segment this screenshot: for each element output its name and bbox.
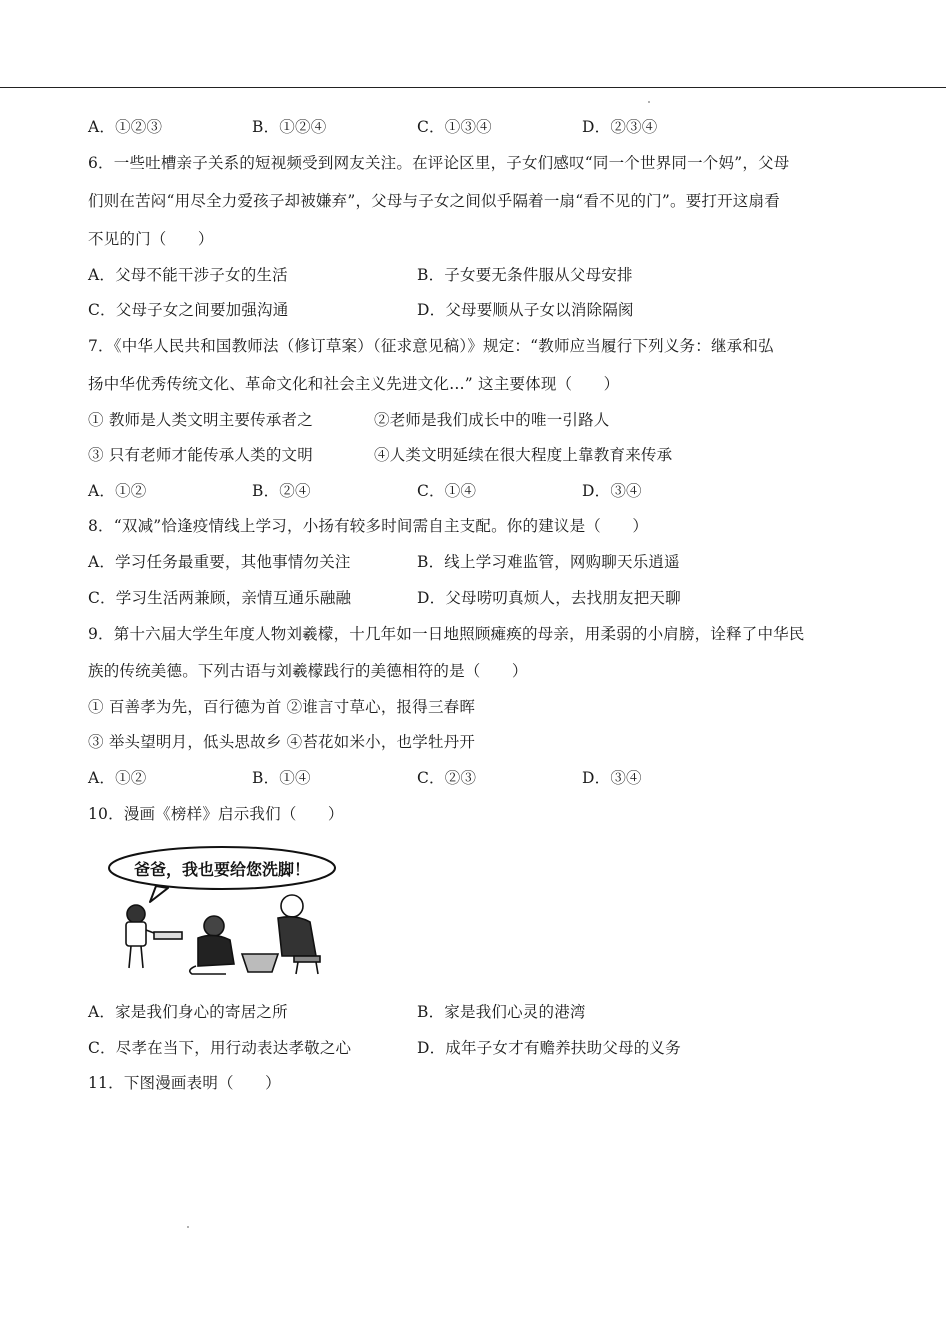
q7-statements-row1 — [88, 410, 848, 430]
q10-option-d[interactable]: D．成年子女才有赡养扶助父母的义务 — [417, 1039, 681, 1057]
q6-stem-line1: 6．一些吐槽亲子关系的短视频受到网友关注。在评论区里，子女们感叹“同一个世界同一个妈”，父母 — [88, 154, 790, 172]
wash-basin — [242, 954, 278, 972]
q7-statement-3: ③ 只有老师才能传承人类的文明 — [88, 446, 313, 464]
q8-option-c[interactable]: C．学习生活两兼顾，亲情互通乐融融 — [88, 589, 352, 607]
q9-statements-row2: ③ 举头望明月，低头思故乡 ④苔花如米小，也学牡丹开 — [88, 733, 476, 751]
speck — [648, 101, 650, 103]
q9-option-a[interactable]: A．①② — [88, 769, 147, 787]
q6-stem-line3: 不见的门（ ） — [88, 230, 214, 248]
q11-stem: 11．下图漫画表明（ ） — [88, 1074, 281, 1092]
q8-options-row1 — [88, 552, 848, 572]
cartoon-role-model — [106, 844, 338, 978]
speck — [187, 1226, 189, 1228]
child-figure — [126, 905, 182, 968]
q8-stem: 8．“双减”恰逢疫情线上学习，小扬有较多时间需自主支配。你的建议是（ ） — [88, 517, 649, 535]
q6-option-a[interactable]: A．父母不能干涉子女的生活 — [88, 266, 288, 284]
q10-stem: 10．漫画《榜样》启示我们（ ） — [88, 805, 344, 823]
bubble-tail — [150, 886, 168, 902]
q7-option-a[interactable]: A．①② — [88, 482, 147, 500]
bubble-text: 爸爸，我也要给您洗脚！ — [133, 860, 311, 879]
q9-statements-row1: ① 百善孝为先，百行德为首 ②谁言寸草心，报得三春晖 — [88, 698, 476, 716]
q6-option-d[interactable]: D．父母要顺从子女以消除隔阂 — [417, 301, 634, 319]
q9-option-c[interactable]: C．②③ — [417, 769, 477, 787]
q8-option-d[interactable]: D．父母唠叨真烦人，去找朋友把天聊 — [417, 589, 681, 607]
q7-statement-4: ④人类文明延续在很大程度上靠教育来传承 — [374, 446, 673, 464]
q6-options-row2 — [88, 300, 848, 320]
q10-option-a[interactable]: A．家是我们身心的寄居之所 — [88, 1003, 288, 1021]
grandfather-figure — [278, 895, 320, 974]
q6-options-row1 — [88, 265, 848, 285]
q7-stem-line1: 7．《中华人民共和国教师法（修订草案）（征求意见稿）》规定：“教师应当履行下列义务：继承和弘 — [88, 337, 774, 355]
q10-options-row2 — [88, 1038, 848, 1058]
q7-stem-line2: 扬中华优秀传统文化、革命文化和社会主义先进文化…” 这主要体现（ ） — [88, 375, 620, 393]
q5-option-a[interactable]: A．①②③ — [88, 118, 163, 136]
q5-option-b[interactable]: B．①②④ — [252, 118, 327, 136]
q10-option-c[interactable]: C．尽孝在当下，用行动表达孝敬之心 — [88, 1039, 352, 1057]
q10-option-b[interactable]: B．家是我们心灵的港湾 — [417, 1003, 586, 1021]
q9-stem-line2: 族的传统美德。下列古语与刘羲檬践行的美德相符的是（ ） — [88, 662, 528, 680]
q5-option-c[interactable]: C．①③④ — [417, 118, 492, 136]
q9-option-d[interactable]: D．③④ — [582, 769, 642, 787]
q6-option-b[interactable]: B．子女要无条件服从父母安排 — [417, 266, 633, 284]
q9-stem-line1: 9．第十六届大学生年度人物刘羲檬，十几年如一日地照顾瘫痪的母亲，用柔弱的小肩膀，诠释了中华民 — [88, 625, 805, 643]
q5-option-d[interactable]: D．②③④ — [582, 118, 658, 136]
q6-stem-line2: 们则在苦闷“用尽全力爱孩子却被嫌弃”，父母与子女之间似乎隔着一扇“看不见的门”。要打开这扇看 — [88, 192, 780, 210]
q7-option-d[interactable]: D．③④ — [582, 482, 642, 500]
q7-option-c[interactable]: C．①④ — [417, 482, 477, 500]
q8-option-a[interactable]: A．学习任务最重要，其他事情勿关注 — [88, 553, 351, 571]
cartoon-drawing — [106, 844, 338, 978]
q7-statement-2: ②老师是我们成长中的唯一引路人 — [374, 411, 610, 429]
q8-option-b[interactable]: B．线上学习难监管，网购聊天乐逍遥 — [417, 553, 680, 571]
q7-statement-1: ① 教师是人类文明主要传承者之 — [88, 411, 313, 429]
q9-option-b[interactable]: B．①④ — [252, 769, 311, 787]
q7-statements-row2 — [88, 445, 848, 465]
header-rule — [0, 87, 946, 88]
father-figure — [190, 916, 234, 974]
q10-options-row1 — [88, 1002, 848, 1022]
q8-options-row2 — [88, 588, 848, 608]
q7-option-b[interactable]: B．②④ — [252, 482, 311, 500]
q6-option-c[interactable]: C．父母子女之间要加强沟通 — [88, 301, 289, 319]
